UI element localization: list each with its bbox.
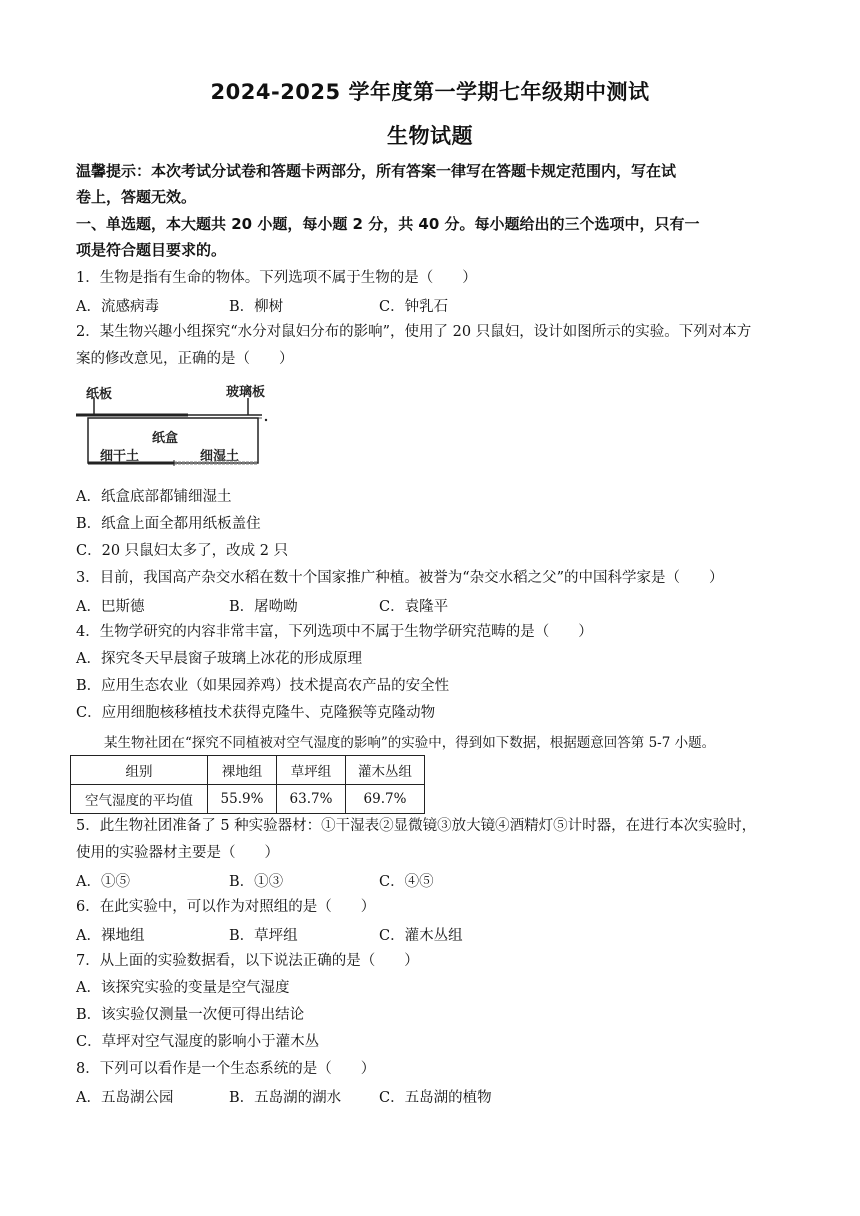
table-cell: 55.9% — [208, 785, 277, 814]
question-4-option-a: A．探究冬天早晨窗子玻璃上冰花的形成原理 — [76, 651, 362, 667]
notice-line-2: 卷上，答题无效。 — [76, 188, 197, 206]
label-wet-soil: 细湿土 — [200, 449, 240, 464]
table-header-cell: 组别 — [71, 756, 208, 785]
question-2-option-c: C．20 只鼠妇太多了，改成 2 只 — [76, 543, 289, 559]
question-5-options — [76, 870, 434, 891]
table-header-cell: 裸地组 — [208, 756, 277, 785]
question-8-option-c: C．五岛湖的植物 — [379, 1090, 492, 1106]
question-2-stem-line-2: 案的修改意见，正确的是（ ） — [76, 351, 294, 367]
question-2-option-a: A．纸盒底部都铺细湿土 — [76, 489, 232, 505]
exam-title: 2024-2025 学年度第一学期七年级期中测试 — [210, 80, 650, 104]
question-1-option-c: C．钟乳石 — [379, 299, 449, 315]
experiment-figure — [76, 378, 276, 474]
question-7-stem: 7．从上面的实验数据看，以下说法正确的是（ ） — [76, 953, 419, 969]
table-row — [71, 785, 425, 814]
exam-subtitle: 生物试题 — [387, 124, 473, 148]
question-1-stem: 1．生物是指有生命的物体。下列选项不属于生物的是（ ） — [76, 270, 477, 286]
table-header-row — [71, 756, 425, 785]
label-dry-soil: 细干土 — [100, 449, 140, 464]
question-6-option-c: C．灌木丛组 — [379, 928, 463, 944]
question-1-option-b: B．柳树 — [229, 299, 284, 315]
table-cell: 空气湿度的平均值 — [71, 785, 208, 814]
humidity-data-table — [70, 755, 425, 814]
question-8-option-b: B．五岛湖的湖水 — [229, 1090, 342, 1106]
table-cell: 69.7% — [346, 785, 425, 814]
question-3-options — [76, 595, 448, 616]
question-4-stem: 4．生物学研究的内容非常丰富，下列选项中不属于生物学研究范畴的是（ ） — [76, 624, 593, 640]
label-glass-plate: 玻璃板 — [226, 385, 266, 400]
question-5-option-b: B．①③ — [229, 874, 284, 890]
question-8-option-a: A．五岛湖公园 — [76, 1090, 174, 1106]
question-1-option-a: A．流感病毒 — [76, 299, 159, 315]
question-6-option-a: A．裸地组 — [76, 928, 145, 944]
questions-5-7-intro: 某生物社团在“探究不同植被对空气湿度的影响”的实验中，得到如下数据，根据题意回答第 5-7 小题。 — [104, 735, 716, 751]
question-3-option-b: B．屠呦呦 — [229, 599, 298, 615]
question-2-stem-line-1: 2．某生物兴趣小组探究“水分对鼠妇分布的影响”，使用了 20 只鼠妇，设计如图所示的实验。下列对本方 — [76, 324, 752, 340]
question-8-options — [76, 1086, 492, 1107]
table-header-cell: 灌木丛组 — [346, 756, 425, 785]
question-6-option-b: B．草坪组 — [229, 928, 298, 944]
question-8-stem: 8．下列可以看作是一个生态系统的是（ ） — [76, 1061, 376, 1077]
question-6-stem: 6．在此实验中，可以作为对照组的是（ ） — [76, 899, 376, 915]
question-7-option-b: B．该实验仅测量一次便可得出结论 — [76, 1007, 305, 1023]
section-heading-line-2: 项是符合题目要求的。 — [76, 241, 227, 259]
table-header-cell: 草坪组 — [277, 756, 346, 785]
question-7-option-c: C．草坪对空气湿度的影响小于灌木丛 — [76, 1034, 320, 1050]
question-6-options — [76, 924, 463, 945]
question-3-option-a: A．巴斯德 — [76, 599, 145, 615]
question-5-stem-line-2: 使用的实验器材主要是（ ） — [76, 845, 279, 861]
section-heading-line-1: 一、单选题，本大题共 20 小题，每小题 2 分，共 40 分。每小题给出的三个选项中，只有一 — [76, 215, 700, 233]
question-3-stem: 3．目前，我国高产杂交水稻在数十个国家推广种植。被誉为“杂交水稻之父”的中国科学家是（ ） — [76, 570, 724, 586]
label-cardboard: 纸板 — [86, 387, 113, 402]
question-5-stem-line-1: 5．此生物社团准备了 5 种实验器材：①干湿表②显微镜③放大镜④酒精灯⑤计时器，在进行本次实验时， — [76, 818, 757, 834]
question-4-option-b: B．应用生态农业（如果园养鸡）技术提高农产品的安全性 — [76, 678, 450, 694]
table-cell: 63.7% — [277, 785, 346, 814]
question-7-option-a: A．该探究实验的变量是空气湿度 — [76, 980, 290, 996]
question-3-option-c: C．袁隆平 — [379, 599, 449, 615]
question-5-option-c: C．④⑤ — [379, 874, 434, 890]
notice-line-1: 温馨提示：本次考试分试卷和答题卡两部分，所有答案一律写在答题卡规定范围内，写在试 — [76, 162, 677, 180]
question-4-option-c: C．应用细胞核移植技术获得克隆牛、克隆猴等克隆动物 — [76, 705, 436, 721]
question-1-options — [76, 295, 448, 316]
label-paper-box: 纸盒 — [152, 431, 179, 446]
question-2-option-b: B．纸盒上面全都用纸板盖住 — [76, 516, 261, 532]
question-5-option-a: A．①⑤ — [76, 874, 130, 890]
